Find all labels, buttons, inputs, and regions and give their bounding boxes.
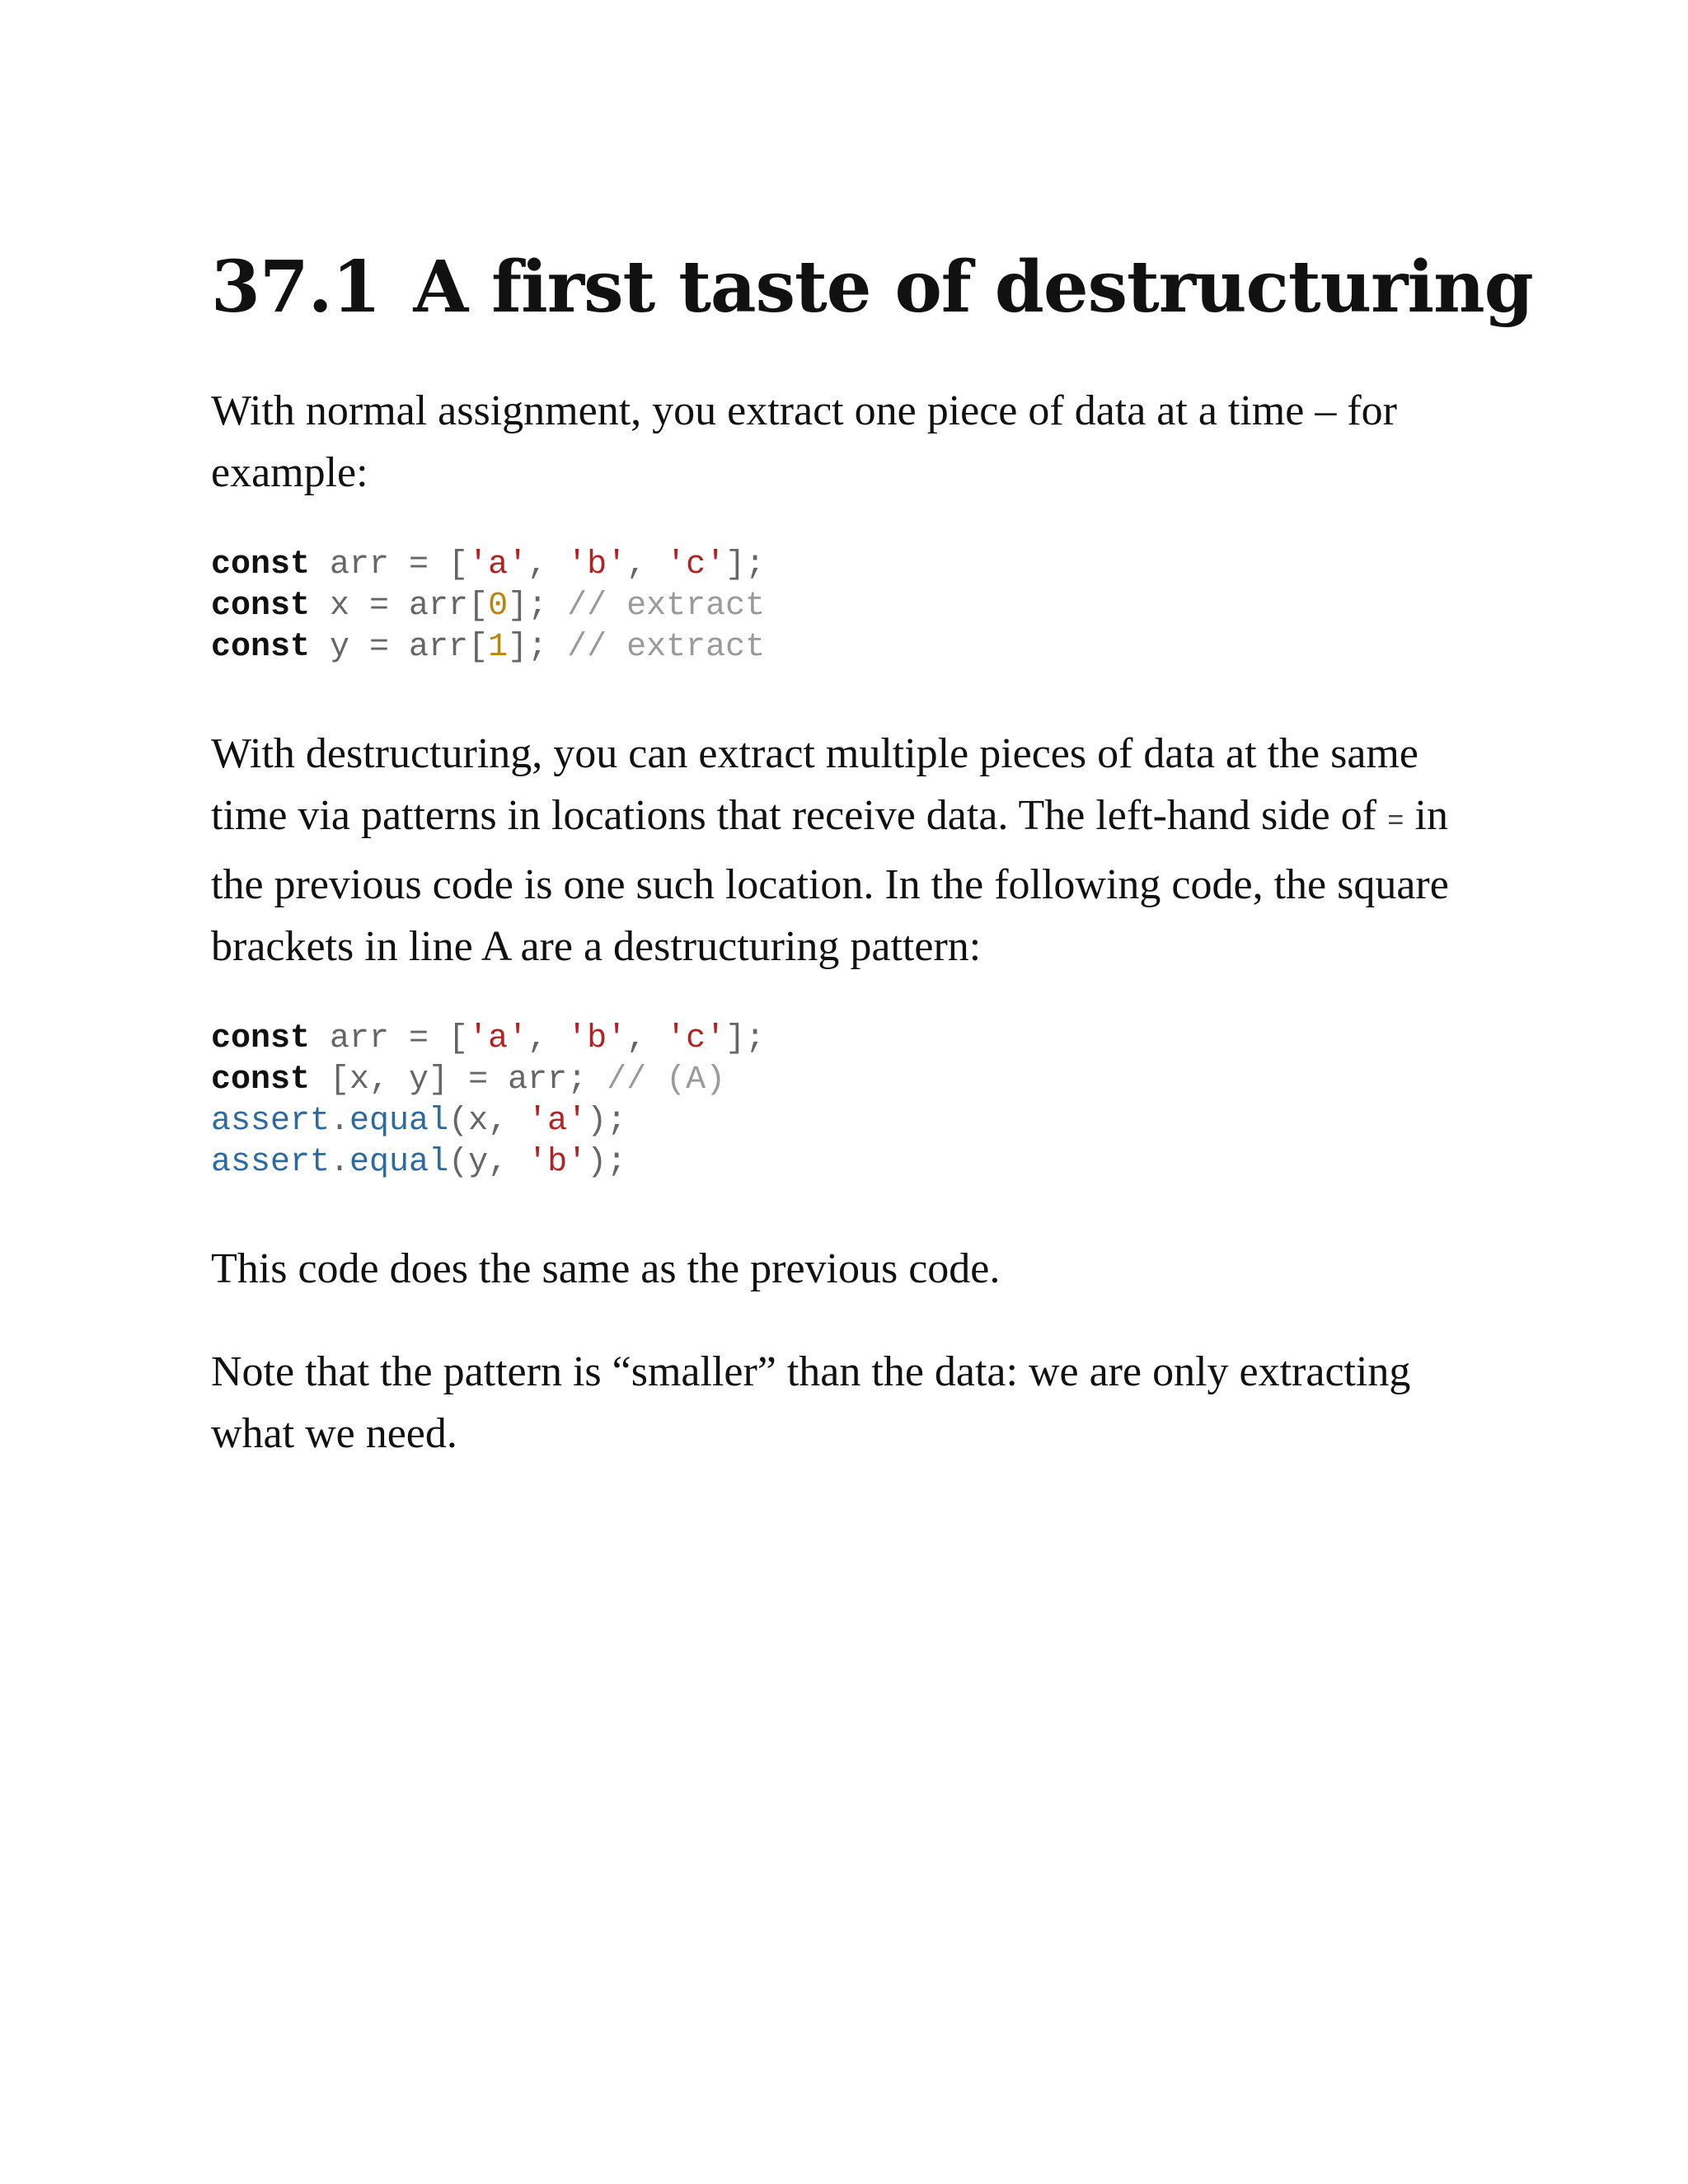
code-comment: // extract [567, 628, 766, 666]
paragraph-destructuring: With destructuring, you can extract multiple pieces of data at the same time via patterns in locations that receive data. The left-hand side of = in the previous code is one such location. In the following code, the square brackets in line A are a destructuring pattern: [211, 729, 1449, 970]
section-number: 37.1 [211, 246, 381, 329]
paragraph-pattern-smaller: Note that the pattern is “smaller” than the data: we are only extracting what we need. [211, 1347, 1411, 1457]
code-line: assert.equal(y, 'b'); [211, 1143, 627, 1181]
code-line: const x = arr[0]; // extract [211, 587, 766, 625]
section-title: A first taste of destructuring [413, 246, 1533, 329]
section-heading [211, 246, 1533, 329]
keyword: const [211, 587, 311, 625]
code-line: const [x, y] = arr; // (A) [211, 1061, 726, 1099]
code-comment: // extract [567, 587, 766, 625]
code-comment: // (A) [607, 1061, 726, 1099]
code-line: assert.equal(x, 'a'); [211, 1102, 627, 1140]
paragraph-normal-assignment: With normal assignment, you extract one piece of data at a time – for example: [211, 387, 1397, 496]
keyword: const [211, 546, 311, 583]
code-line: const arr = ['a', 'b', 'c']; [211, 1019, 766, 1057]
code-block-normal-assignment [211, 545, 1497, 668]
inline-code: = [1387, 806, 1404, 838]
code-line: const y = arr[1]; // extract [211, 628, 766, 666]
keyword: const [211, 1061, 311, 1099]
code-line: const arr = ['a', 'b', 'c']; [211, 546, 766, 583]
document-page [211, 246, 1533, 1465]
keyword: const [211, 1019, 311, 1057]
code-block-destructuring [211, 1019, 1497, 1183]
keyword: const [211, 628, 311, 666]
paragraph-same-as-previous: This code does the same as the previous code. [211, 1244, 1001, 1292]
